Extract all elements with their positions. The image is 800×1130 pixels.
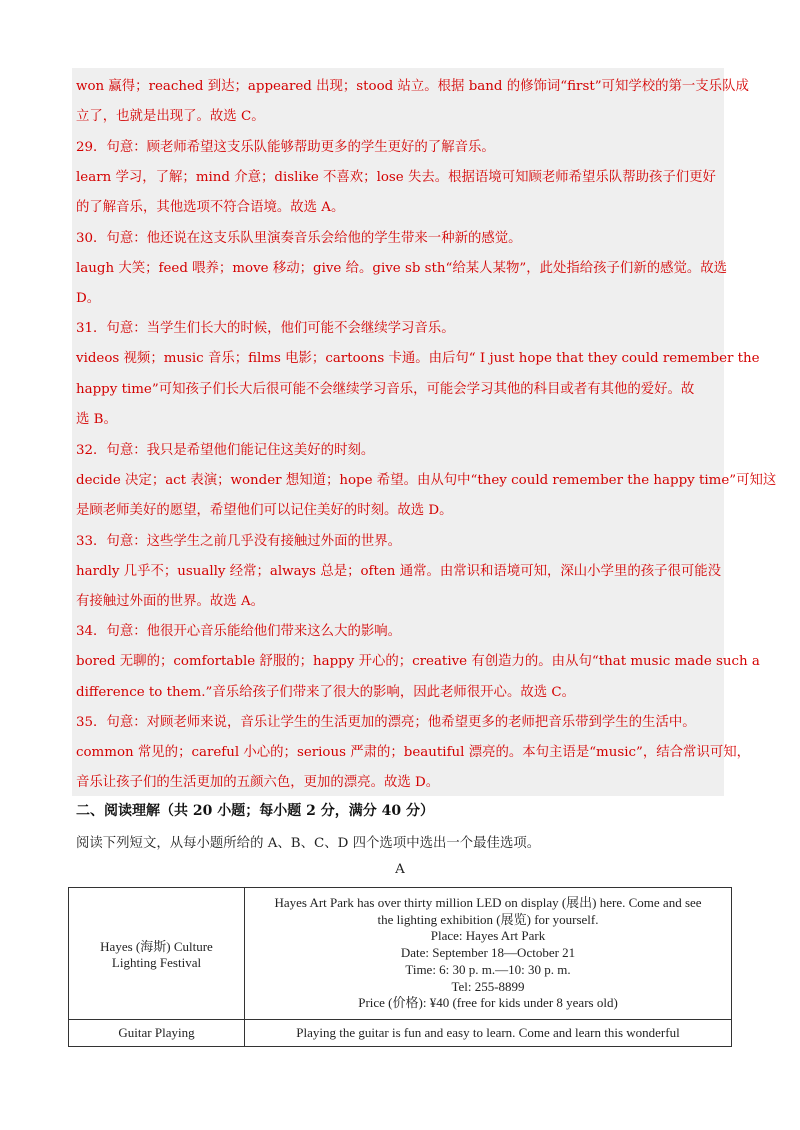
answer-line: 31．句意：当学生们长大的时候，他们可能不会继续学习音乐。 bbox=[76, 321, 455, 336]
table-row bbox=[69, 888, 732, 1020]
events-table bbox=[68, 887, 732, 1047]
event-detail-cell bbox=[245, 888, 732, 1020]
answer-line: 的了解音乐，其他选项不符合语境。故选 A。 bbox=[76, 200, 345, 215]
answer-line: 音乐让孩子们的生活更加的五颜六色，更加的漂亮。故选 D。 bbox=[76, 775, 440, 790]
answer-line: 有接触过外面的世界。故选 A。 bbox=[76, 594, 265, 609]
event-name: Lighting Festival bbox=[111, 955, 202, 970]
event-detail-line: the lighting exhibition (展览) for yourself. bbox=[377, 911, 599, 927]
answer-line: 选 B。 bbox=[76, 412, 117, 427]
answer-line: decide 决定；act 表演；wonder 想知道；hope 希望。由从句中“they could remember the happy time”可知这 bbox=[76, 473, 777, 488]
event-detail-line: Place: Hayes Art Park bbox=[430, 928, 546, 944]
answer-line: 29．句意：顾老师希望这支乐队能够帮助更多的学生更好的了解音乐。 bbox=[76, 140, 495, 155]
answer-line: learn 学习，了解；mind 介意；dislike 不喜欢；lose 失去。根据语境可知顾老师希望乐队帮助孩子们更好 bbox=[76, 170, 716, 185]
section-heading: 二、阅读理解（共 20 小题；每小题 2 分，满分 40 分） bbox=[76, 803, 434, 819]
answer-line: won 赢得；reached 到达；appeared 出现；stood 站立。根据 band 的修饰词“first”可知学校的第一支乐队成 bbox=[76, 79, 749, 94]
answer-line: hardly 几乎不；usually 经常；always 总是；often 通常。由常识和语境可知，深山小学里的孩子很可能没 bbox=[76, 564, 722, 579]
answer-line: 33．句意：这些学生之前几乎没有接触过外面的世界。 bbox=[76, 534, 402, 549]
answer-line: 32．句意：我只是希望他们能记住这美好的时刻。 bbox=[76, 443, 375, 458]
event-detail-line: Date: September 18—October 21 bbox=[400, 945, 576, 961]
event-detail-line: Tel: 255-8899 bbox=[451, 978, 525, 994]
event-name: Guitar Playing bbox=[69, 1020, 245, 1047]
answer-line: 34．句意：他很开心音乐能给他们带来这么大的影响。 bbox=[76, 624, 402, 639]
passage-label: A bbox=[395, 862, 405, 877]
event-name-cell bbox=[69, 888, 245, 1020]
answer-line: 30．句意：他还说在这支乐队里演奏音乐会给他的学生带来一种新的感觉。 bbox=[76, 231, 522, 246]
answer-line: videos 视频；music 音乐；films 电影；cartoons 卡通。由后句“ I just hope that they could remember the bbox=[76, 351, 760, 366]
event-detail-line: Hayes Art Park has over thirty million LED on display (展出) here. Come and see bbox=[274, 895, 702, 911]
answer-line: laugh 大笑；feed 喂养；move 移动；give 给。give sb sth“给某人某物”，此处指给孩子们新的感觉。故选 bbox=[76, 261, 728, 276]
answer-line: common 常见的；careful 小心的；serious 严肃的；beautiful 漂亮的。本句主语是“music”，结合常识可知， bbox=[76, 745, 751, 760]
answer-line: difference to them.”音乐给孩子们带来了很大的影响，因此老师很开心。故选 C。 bbox=[76, 685, 576, 700]
answer-line: happy time”可知孩子们长大后很可能不会继续学习音乐，可能会学习其他的科目或者有其他的爱好。故 bbox=[76, 382, 695, 397]
event-detail-line: Time: 6: 30 p. m.—10: 30 p. m. bbox=[405, 961, 571, 977]
answer-line: 是顾老师美好的愿望，希望他们可以记住美好的时刻。故选 D。 bbox=[76, 503, 453, 518]
event-detail-line: Price (价格): ¥40 (free for kids under 8 years old) bbox=[358, 995, 618, 1011]
event-detail-line: Playing the guitar is fun and easy to learn. Come and learn this wonderful bbox=[245, 1020, 732, 1047]
answer-line: bored 无聊的；comfortable 舒服的；happy 开心的；creative 有创造力的。由从句“that music made such a bbox=[76, 654, 760, 669]
section-instruction: 阅读下列短文，从每小题所给的 A、B、C、D 四个选项中选出一个最佳选项。 bbox=[76, 836, 541, 851]
event-name: Hayes (海斯) Culture bbox=[100, 939, 213, 954]
answer-line: D。 bbox=[76, 291, 101, 306]
answer-line: 35．句意：对顾老师来说，音乐让学生的生活更加的漂亮；他希望更多的老师把音乐带到学生的生活中。 bbox=[76, 715, 696, 730]
table-row bbox=[69, 1020, 732, 1047]
answer-line: 立了，也就是出现了。故选 C。 bbox=[76, 109, 265, 124]
